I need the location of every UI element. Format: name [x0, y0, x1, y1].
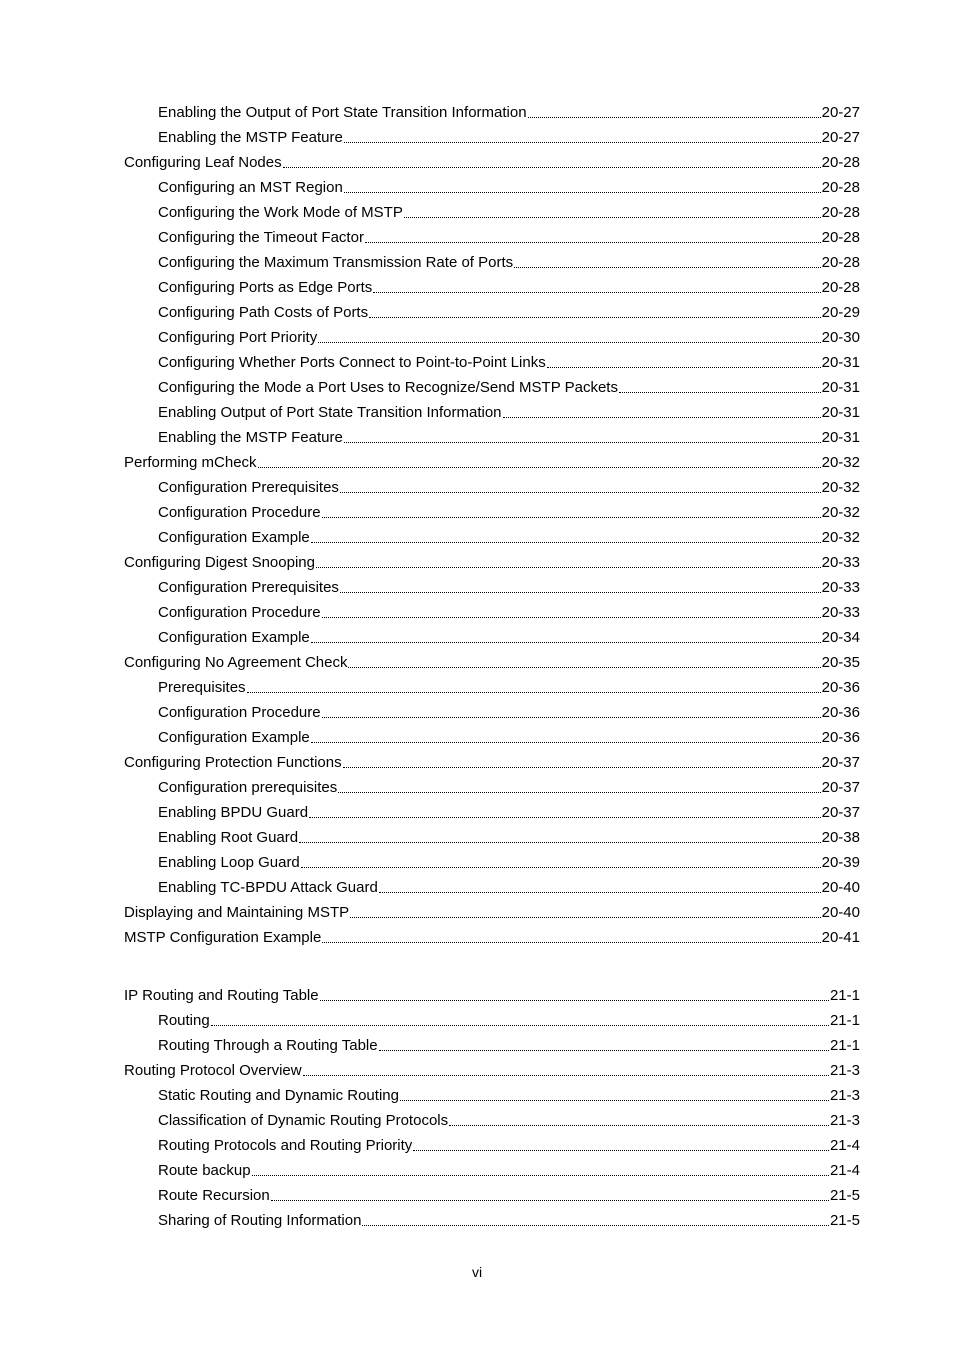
toc-entry[interactable] — [124, 650, 860, 675]
toc-entry-title: Static Routing and Dynamic Routing — [158, 1087, 399, 1104]
toc-entry-page-number: 20-36 — [821, 729, 860, 746]
dot-leader — [283, 167, 821, 168]
toc-entry-page-number: 21-1 — [829, 987, 860, 1004]
toc-entry[interactable] — [124, 750, 860, 775]
toc-entry-title: Routing — [158, 1012, 210, 1029]
toc-entry-title: Performing mCheck — [124, 454, 257, 471]
toc-entry[interactable] — [158, 300, 860, 325]
toc-entry-page-number: 20-28 — [821, 204, 860, 221]
toc-entry[interactable] — [158, 275, 860, 300]
toc-entry-page-number: 20-37 — [821, 804, 860, 821]
dot-leader — [379, 1050, 829, 1051]
toc-entry-page-number: 20-36 — [821, 704, 860, 721]
toc-entry-title: Sharing of Routing Information — [158, 1212, 362, 1229]
dot-leader — [619, 392, 821, 393]
toc-entry[interactable] — [124, 1058, 860, 1083]
toc-entry-title: Configuring the Mode a Port Uses to Recognize/Send MSTP Packets — [158, 379, 618, 396]
dot-leader — [343, 767, 821, 768]
toc-entry-page-number: 20-33 — [821, 554, 860, 571]
dot-leader — [340, 492, 821, 493]
toc-entry-page-number: 20-38 — [821, 829, 860, 846]
toc-entry-title: Route backup — [158, 1162, 251, 1179]
toc-entry-page-number: 20-32 — [821, 479, 860, 496]
dot-leader — [271, 1200, 829, 1201]
toc-entry[interactable] — [158, 1158, 860, 1183]
toc-entry-page-number: 21-1 — [829, 1012, 860, 1029]
toc-entry-title: Configuring Digest Snooping — [124, 554, 315, 571]
dot-leader — [258, 467, 821, 468]
dot-leader — [322, 717, 821, 718]
toc-entry-page-number: 20-28 — [821, 229, 860, 246]
toc-entry-page-number: 20-32 — [821, 529, 860, 546]
toc-entry-title: Configuring Port Priority — [158, 329, 318, 346]
toc-entry-title: Enabling Output of Port State Transition Information — [158, 404, 502, 421]
toc-entry[interactable] — [158, 1083, 860, 1108]
dot-leader — [303, 1075, 829, 1076]
toc-entry-page-number: 21-4 — [829, 1162, 860, 1179]
toc-entry-title: Enabling the MSTP Feature — [158, 129, 343, 146]
dot-leader — [547, 367, 821, 368]
toc-entry-title: Routing Protocol Overview — [124, 1062, 302, 1079]
toc-entry-title: Configuring Protection Functions — [124, 754, 342, 771]
toc-entry[interactable] — [158, 375, 860, 400]
toc-entry-title: Configuring an MST Region — [158, 179, 343, 196]
toc-entry[interactable] — [158, 425, 860, 450]
toc-entry-title: Enabling Loop Guard — [158, 854, 300, 871]
dot-leader — [344, 192, 821, 193]
dot-leader — [369, 317, 821, 318]
dot-leader — [311, 542, 821, 543]
dot-leader — [338, 792, 820, 793]
toc-entry[interactable] — [158, 1008, 860, 1033]
toc-entry[interactable] — [158, 875, 860, 900]
toc-entry[interactable] — [158, 700, 860, 725]
toc-entry-page-number: 20-31 — [821, 429, 860, 446]
toc-entry[interactable] — [158, 125, 860, 150]
toc-entry-page-number: 21-4 — [829, 1137, 860, 1154]
toc-entry[interactable] — [158, 225, 860, 250]
toc-entry-title: Configuring the Timeout Factor — [158, 229, 364, 246]
toc-entry-page-number: 20-32 — [821, 504, 860, 521]
toc-entry-page-number: 21-5 — [829, 1187, 860, 1204]
toc-entry-page-number: 20-33 — [821, 579, 860, 596]
toc-entry[interactable] — [124, 900, 860, 925]
toc-entry[interactable] — [158, 1208, 860, 1233]
toc-entry-title: Configuration Example — [158, 629, 310, 646]
toc-entry-page-number: 20-28 — [821, 254, 860, 271]
toc-entry-title: Configuration prerequisites — [158, 779, 338, 796]
dot-leader — [322, 942, 820, 943]
dot-leader — [252, 1175, 829, 1176]
toc-entry-page-number: 20-41 — [821, 929, 860, 946]
toc-entry-title: Configuring the Work Mode of MSTP — [158, 204, 403, 221]
dot-leader — [247, 692, 821, 693]
toc-entry-title: Configuration Procedure — [158, 504, 321, 521]
toc-entry-title: Configuration Example — [158, 529, 310, 546]
toc-entry-title: Configuring Path Costs of Ports — [158, 304, 369, 321]
toc-entry[interactable] — [158, 175, 860, 200]
toc-entry-page-number: 20-35 — [821, 654, 860, 671]
toc-entry-page-number: 20-28 — [821, 179, 860, 196]
toc-entry[interactable] — [158, 325, 860, 350]
toc-entry-page-number: 20-28 — [821, 154, 860, 171]
dot-leader — [373, 292, 820, 293]
dot-leader — [322, 617, 821, 618]
toc-entry[interactable] — [158, 200, 860, 225]
toc-entry-title: Prerequisites — [158, 679, 246, 696]
toc-entry[interactable] — [158, 825, 860, 850]
toc-entry[interactable] — [158, 775, 860, 800]
dot-leader — [309, 817, 821, 818]
toc-entry[interactable] — [158, 100, 860, 125]
toc-entry[interactable] — [158, 1033, 860, 1058]
dot-leader — [340, 592, 821, 593]
toc-entry-page-number: 20-34 — [821, 629, 860, 646]
toc-entry-page-number: 21-3 — [829, 1062, 860, 1079]
toc-entry[interactable] — [158, 475, 860, 500]
dot-leader — [211, 1025, 829, 1026]
dot-leader — [316, 567, 821, 568]
toc-entry-title: Enabling the MSTP Feature — [158, 429, 343, 446]
toc-entry-page-number: 20-31 — [821, 404, 860, 421]
toc-entry-title: Routing Protocols and Routing Priority — [158, 1137, 413, 1154]
dot-leader — [503, 417, 821, 418]
toc-entry-title: Classification of Dynamic Routing Protocols — [158, 1112, 449, 1129]
dot-leader — [350, 917, 821, 918]
toc-entry[interactable] — [158, 250, 860, 275]
toc-entry-title: Routing Through a Routing Table — [158, 1037, 378, 1054]
toc-entry[interactable] — [124, 550, 860, 575]
toc-entry[interactable] — [158, 1108, 860, 1133]
toc-entry-title: Configuration Procedure — [158, 604, 321, 621]
toc-entry-title: Configuring Leaf Nodes — [124, 154, 282, 171]
toc-entry-title: Configuration Prerequisites — [158, 579, 339, 596]
toc-entry-page-number: 20-29 — [821, 304, 860, 321]
dot-leader — [344, 142, 821, 143]
toc-entry-page-number: 20-32 — [821, 454, 860, 471]
dot-leader — [348, 667, 820, 668]
toc-entry-page-number: 20-40 — [821, 904, 860, 921]
dot-leader — [379, 892, 821, 893]
toc-entry-page-number: 20-39 — [821, 854, 860, 871]
toc-entry-page-number: 20-31 — [821, 379, 860, 396]
toc-entry-title: Enabling the Output of Port State Transition Information — [158, 104, 527, 121]
toc-entry-title: Configuration Example — [158, 729, 310, 746]
toc-entry[interactable] — [158, 1133, 860, 1158]
toc-entry-page-number: 21-3 — [829, 1112, 860, 1129]
toc-entry[interactable] — [124, 450, 860, 475]
toc-entry-title: MSTP Configuration Example — [124, 929, 322, 946]
toc-entry-page-number: 21-3 — [829, 1087, 860, 1104]
page-number: vi — [471, 1264, 483, 1280]
toc-entry-page-number: 21-5 — [829, 1212, 860, 1229]
toc-entry-page-number: 20-33 — [821, 604, 860, 621]
toc-entry[interactable] — [158, 575, 860, 600]
dot-leader — [318, 342, 820, 343]
toc-entry-title: Configuring Ports as Edge Ports — [158, 279, 373, 296]
dot-leader — [311, 742, 821, 743]
dot-leader — [344, 442, 821, 443]
dot-leader — [299, 842, 821, 843]
toc-entry[interactable] — [158, 1183, 860, 1208]
toc-entry-page-number: 20-37 — [821, 754, 860, 771]
toc-entry[interactable] — [124, 150, 860, 175]
toc-entry[interactable] — [124, 983, 860, 1008]
toc-entry-page-number: 20-30 — [821, 329, 860, 346]
toc-entry[interactable] — [158, 850, 860, 875]
toc-entry-title: Configuration Procedure — [158, 704, 321, 721]
dot-leader — [362, 1225, 829, 1226]
toc-entry-title: Configuring Whether Ports Connect to Point-to-Point Links — [158, 354, 546, 371]
dot-leader — [528, 117, 821, 118]
toc-entry-title: Configuring the Maximum Transmission Rate of Ports — [158, 254, 514, 271]
toc-entry-page-number: 20-40 — [821, 879, 860, 896]
toc-entry-title: Route Recursion — [158, 1187, 270, 1204]
toc-entry-page-number: 20-37 — [821, 779, 860, 796]
dot-leader — [311, 642, 821, 643]
dot-leader — [301, 867, 821, 868]
toc-entry[interactable] — [158, 800, 860, 825]
dot-leader — [449, 1125, 829, 1126]
toc-entry-title: IP Routing and Routing Table — [124, 987, 319, 1004]
toc-entry-page-number: 20-28 — [821, 279, 860, 296]
toc-entry[interactable] — [158, 500, 860, 525]
toc-entry[interactable] — [158, 675, 860, 700]
dot-leader — [400, 1100, 829, 1101]
dot-leader — [514, 267, 820, 268]
toc-entry-page-number: 20-27 — [821, 129, 860, 146]
toc-entry[interactable] — [158, 350, 860, 375]
toc-entry-page-number: 21-1 — [829, 1037, 860, 1054]
toc-entry-title: Configuring No Agreement Check — [124, 654, 348, 671]
toc-entry[interactable] — [158, 625, 860, 650]
dot-leader — [320, 1000, 829, 1001]
toc-entry-page-number: 20-27 — [821, 104, 860, 121]
toc-entry-page-number: 20-31 — [821, 354, 860, 371]
dot-leader — [404, 217, 821, 218]
toc-entry[interactable] — [158, 525, 860, 550]
toc-entry-title: Configuration Prerequisites — [158, 479, 339, 496]
toc-entry[interactable] — [158, 600, 860, 625]
toc-entry-title: Enabling TC-BPDU Attack Guard — [158, 879, 378, 896]
toc-entry[interactable] — [158, 400, 860, 425]
dot-leader — [413, 1150, 829, 1151]
dot-leader — [322, 517, 821, 518]
toc-entry[interactable] — [124, 925, 860, 950]
toc-entry[interactable] — [158, 725, 860, 750]
toc-entry-page-number: 20-36 — [821, 679, 860, 696]
toc-entry-title: Enabling BPDU Guard — [158, 804, 309, 821]
toc-entry-title: Enabling Root Guard — [158, 829, 299, 846]
toc-entry-title: Displaying and Maintaining MSTP — [124, 904, 350, 921]
dot-leader — [365, 242, 821, 243]
